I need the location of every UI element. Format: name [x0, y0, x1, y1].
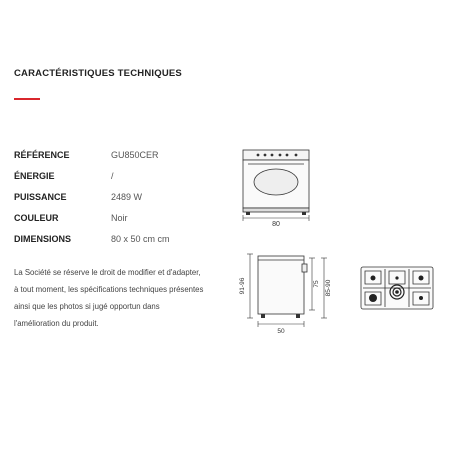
hob-top-view-diagram — [360, 266, 434, 310]
section-title: CARACTÉRISTIQUES TECHNIQUES — [14, 68, 182, 79]
front-width-label: 80 — [272, 221, 280, 228]
disclaimer-text: La Société se réserve le droit de modifier et d'adapter, à tout moment, les spécifications techniques présentes ainsi que les photos si jugé opportun dans l'amélioration du produit. — [14, 268, 204, 328]
spec-label: COULEUR — [14, 213, 59, 223]
side-height-adjust-label: 85-90 — [325, 279, 332, 297]
spec-label: RÉFÉRENCE — [14, 150, 70, 160]
spec-value: 2489 W — [111, 192, 143, 202]
side-depth-label: 50 — [277, 328, 285, 335]
spec-value: / — [111, 171, 114, 181]
spec-value: GU850CER — [111, 150, 159, 160]
title-accent-bar — [14, 98, 40, 100]
spec-label: PUISSANCE — [14, 192, 67, 202]
side-height-total-label: 91-96 — [239, 277, 246, 295]
spec-value: Noir — [111, 213, 128, 223]
side-view-diagram — [234, 248, 334, 334]
side-height-body-label: 75 — [313, 280, 320, 288]
spec-label: ÉNERGIE — [14, 171, 55, 181]
front-view-diagram — [238, 148, 318, 228]
spec-value: 80 x 50 cm cm — [111, 234, 170, 244]
spec-label: DIMENSIONS — [14, 234, 72, 244]
